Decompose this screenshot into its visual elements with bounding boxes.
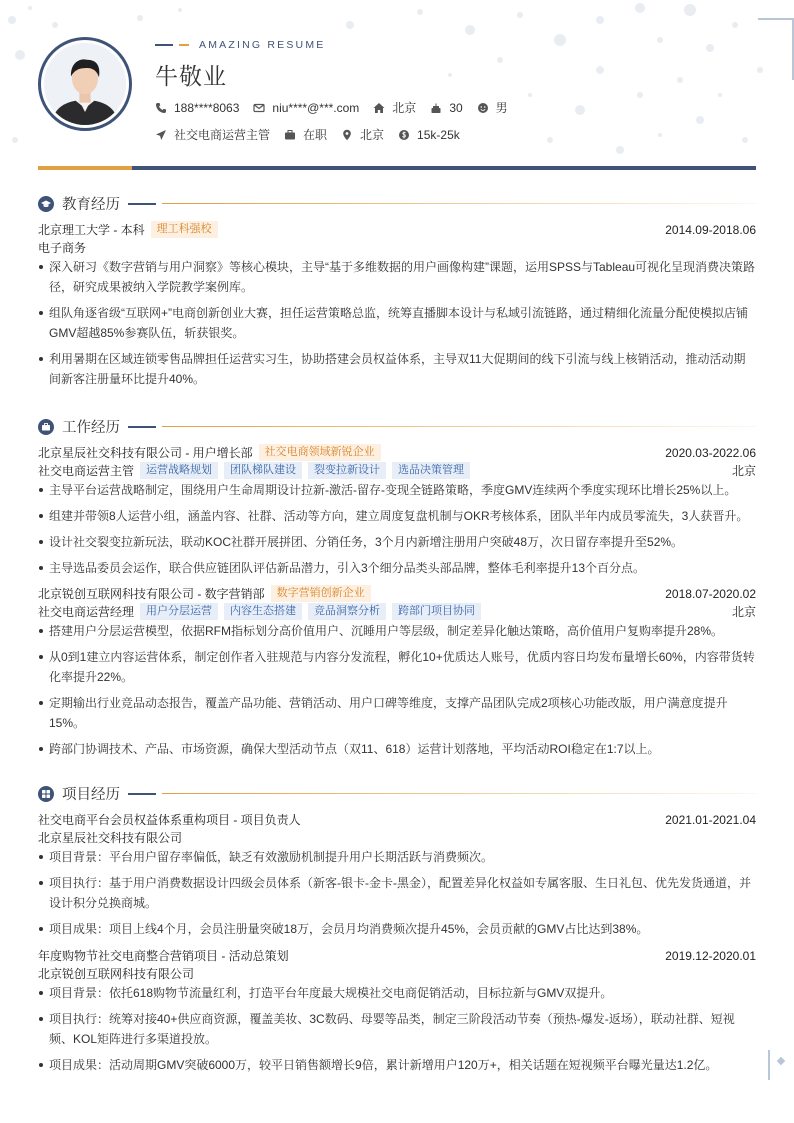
project-name: 社交电商平台会员权益体系重构项目 - 项目负责人 <box>38 813 301 827</box>
email-text: niu****@***.com <box>272 100 360 115</box>
job-bullets <box>38 480 756 584</box>
corner-decoration-top <box>758 18 794 80</box>
money-icon <box>398 129 410 141</box>
job-entry-sub <box>38 462 756 479</box>
project-name: 年度购物节社交电商整合营销项目 - 活动总策划 <box>38 949 289 963</box>
job-date: 2020.03-2022.06 <box>665 445 756 460</box>
avatar <box>38 37 132 131</box>
project-company: 北京锐创互联网科技有限公司 <box>38 967 195 981</box>
age-info <box>430 101 462 115</box>
project-company: 北京星辰社交科技有限公司 <box>38 831 183 845</box>
home-icon <box>373 102 385 114</box>
work-section-title <box>38 416 756 437</box>
list-item: 设计社交裂变拉新玩法，联动KOC社群开展拼团、分销任务，3个月内新增注册用户突破48万，次日留存率提升至52%。 <box>38 532 756 552</box>
company-name: 北京星辰社交科技有限公司 - 用户增长部 <box>38 446 253 460</box>
send-icon <box>155 129 167 141</box>
email-icon <box>253 102 265 114</box>
salary-info <box>398 128 460 142</box>
salary-text: 15k-25k <box>417 127 460 142</box>
skill-tag: 竞品洞察分析 <box>308 603 386 620</box>
job-intent-row <box>155 126 474 143</box>
avatar-photo <box>44 43 126 125</box>
education-entry-header <box>38 221 756 238</box>
project-bullets <box>38 983 756 1081</box>
project-entry-header <box>38 947 756 964</box>
education-entry-sub <box>38 239 756 256</box>
list-item: 跨部门协调技术、产品、市场资源，确保大型活动节点（双11、618）运营计划落地，平均活动ROI稳定在1:7以上。 <box>38 739 756 759</box>
list-item: 从0到1建立内容运营体系，制定创作者入驻规范与内容分发流程，孵化10+优质达人账号，优质内容日均发布量增长60%，内容带货转化率提升22%。 <box>38 647 756 687</box>
email-info <box>253 101 359 115</box>
school-tag: 理工科强校 <box>151 221 218 238</box>
location-pin-icon <box>341 129 353 141</box>
job-entry-header <box>38 444 756 461</box>
list-item: 项目背景：平台用户留存率偏低，缺乏有效激励机制提升用户长期活跃与消费频次。 <box>38 847 756 867</box>
age-text: 30 <box>449 100 463 115</box>
list-item: 搭建用户分层运营模型，依据RFM指标划分高价值用户、沉睡用户等层级，制定差异化触达策略，高价值用户复购率提升28%。 <box>38 621 756 641</box>
school-name: 北京理工大学 - 本科 <box>38 223 145 237</box>
education-bullets <box>38 257 756 395</box>
list-item: 利用暑期在区域连锁零售品牌担任运营实习生，协助搭建会员权益体系，主导双11大促期间的线下引流与线上核销活动，推动活动期间新客注册量环比提升40%。 <box>38 349 756 389</box>
position-text: 社交电商运营主管 <box>174 128 271 142</box>
project-entry-sub <box>38 829 756 846</box>
project-date: 2021.01-2021.04 <box>665 812 756 827</box>
education-heading: 教育经历 <box>62 197 120 213</box>
target-city-info <box>341 126 384 143</box>
job-role: 社交电商运营经理 <box>38 605 135 619</box>
education-section-title <box>38 193 756 214</box>
list-item: 项目背景：依托618购物节流量红利，打造平台年度最大规模社交电商促销活动，目标拉新与GMV双提升。 <box>38 983 756 1003</box>
gender-info <box>477 99 508 116</box>
smile-icon <box>477 102 489 114</box>
city-text: 北京 <box>392 101 417 115</box>
list-item: 定期输出行业竞品动态报告，覆盖产品功能、营销活动、用户口碑等维度，支撑产品团队完成2项核心功能改版，用户满意度提升15%。 <box>38 693 756 733</box>
candidate-name: 牛敬业 <box>155 63 227 89</box>
skill-tag: 跨部门项目协同 <box>392 603 481 620</box>
job-date: 2018.07-2020.02 <box>665 586 756 601</box>
tagline-text: AMAZING RESUME <box>199 39 326 51</box>
position-info <box>155 126 270 143</box>
list-item: 主导平台运营战略制定，围绕用户生命周期设计拉新-激活-留存-变现全链路策略，季度GMV连续两个季度实现环比增长25%以上。 <box>38 480 756 500</box>
briefcase-icon <box>38 419 54 435</box>
cake-icon <box>430 102 442 114</box>
skill-tag: 选品决策管理 <box>392 462 470 479</box>
skill-tag: 内容生态搭建 <box>224 603 302 620</box>
project-bullets <box>38 847 756 945</box>
job-location: 北京 <box>731 464 756 478</box>
phone-text: 188****8063 <box>174 100 240 115</box>
status-text: 在职 <box>303 128 328 142</box>
corner-decoration-bottom <box>768 1050 794 1080</box>
education-date: 2014.09-2018.06 <box>665 222 756 237</box>
list-item: 项目执行：统筹对接40+供应商资源，覆盖美妆、3C数码、母婴等品类，制定三阶段活动节奏（预热-爆发-返场），联动社群、短视频、KOL矩阵进行多渠道投放。 <box>38 1009 756 1049</box>
work-heading: 工作经历 <box>62 420 120 436</box>
briefcase-icon <box>284 129 296 141</box>
list-item: 项目成果：活动周期GMV突破6000万，较平日销售额增长9倍，累计新增用户120万+，相关话题在短视频平台曝光量达1.2亿。 <box>38 1055 756 1075</box>
phone-info <box>155 101 239 115</box>
city-info <box>373 99 416 116</box>
list-item: 项目执行：基于用户消费数据设计四级会员体系（新客-银卡-金卡-黑金），配置差异化权益如专属客服、生日礼包、优先发货通道，并设计积分兑换商城。 <box>38 873 756 913</box>
list-item: 项目成果：项目上线4个月，会员注册量突破18万，会员月均消费频次提升45%，会员贡献的GMV占比达到38%。 <box>38 919 756 939</box>
skill-tag: 用户分层运营 <box>140 603 218 620</box>
skill-tag: 裂变拉新设计 <box>308 462 386 479</box>
job-role: 社交电商运营主管 <box>38 464 135 478</box>
phone-icon <box>155 102 167 114</box>
company-tag: 数字营销创新企业 <box>271 585 371 602</box>
list-item: 主导选品委员会运作，联合供应链团队评估新品潜力，引入3个细分品类头部品牌，整体毛利率提升13个百分点。 <box>38 558 756 578</box>
resume-tagline <box>155 39 325 51</box>
status-info <box>284 126 327 143</box>
project-section-title <box>38 783 756 804</box>
company-tag: 社交电商领域新锐企业 <box>259 444 381 461</box>
project-heading: 项目经历 <box>62 787 120 803</box>
job-location: 北京 <box>731 605 756 619</box>
grid-icon <box>38 786 54 802</box>
major-name: 电子商务 <box>38 241 87 255</box>
header-divider <box>38 166 756 170</box>
project-date: 2019.12-2020.01 <box>665 948 756 963</box>
project-entry-sub <box>38 965 756 982</box>
target-city-text: 北京 <box>360 128 385 142</box>
skill-tag: 运营战略规划 <box>140 462 218 479</box>
list-item: 组建并带领8人运营小组，涵盖内容、社群、活动等方向，建立周度复盘机制与OKR考核体系，团队半年内成员零流失，3人获晋升。 <box>38 506 756 526</box>
company-name: 北京锐创互联网科技有限公司 - 数字营销部 <box>38 587 265 601</box>
job-bullets <box>38 621 756 765</box>
project-entry-header <box>38 811 756 828</box>
list-item: 组队角逐省级“互联网+”电商创新创业大赛，担任运营策略总监，统筹直播脚本设计与私域引流链路，通过精细化流量分配使模拟店铺GMV超越85%参赛队伍，斩获银奖。 <box>38 303 756 343</box>
graduation-cap-icon <box>38 196 54 212</box>
job-entry-header <box>38 585 756 602</box>
list-item: 深入研习《数字营销与用户洞察》等核心模块，主导“基于多维数据的用户画像构建”课题，运用SPSS与Tableau可视化呈现消费决策路径，研究成果被纳入学院教学案例库。 <box>38 257 756 297</box>
skill-tag: 团队梯队建设 <box>224 462 302 479</box>
job-entry-sub <box>38 603 756 620</box>
gender-text: 男 <box>495 101 508 115</box>
contact-info-row <box>155 99 522 116</box>
